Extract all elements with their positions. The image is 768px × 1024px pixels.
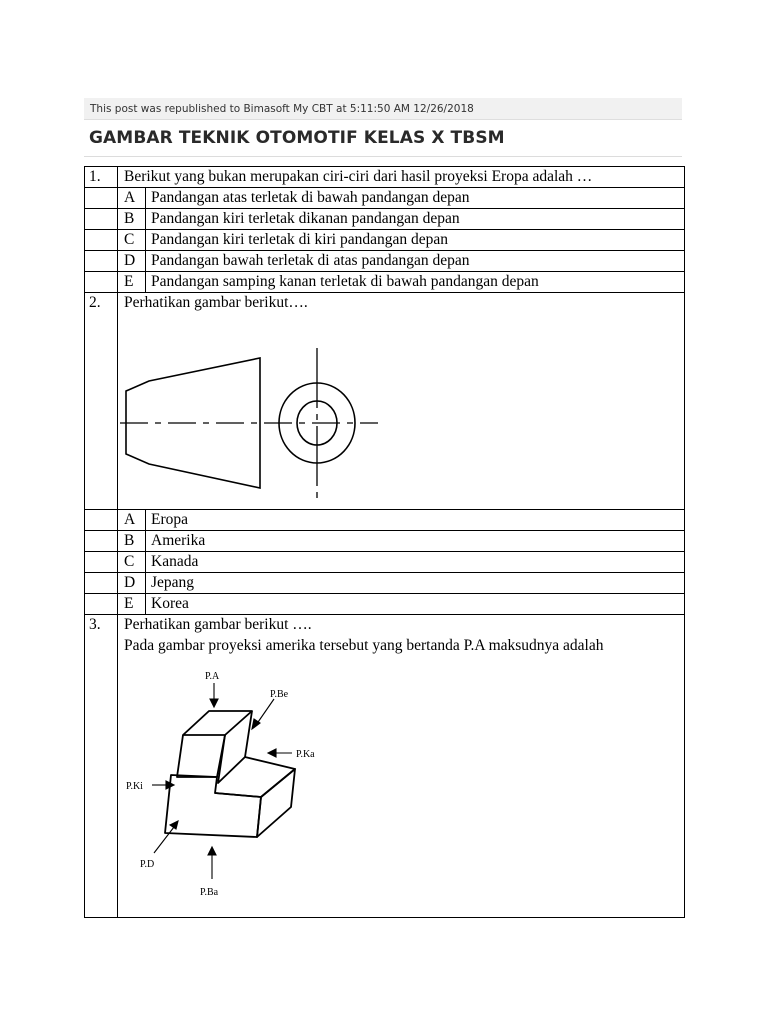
option-row bbox=[85, 594, 685, 615]
empty-cell bbox=[85, 230, 118, 251]
isometric-figure bbox=[124, 657, 674, 915]
upper-front-face bbox=[177, 735, 225, 777]
option-letter: A bbox=[118, 510, 146, 531]
option-row bbox=[85, 510, 685, 531]
question-row bbox=[85, 167, 685, 188]
arrow-pa-icon bbox=[210, 699, 218, 707]
empty-cell bbox=[85, 209, 118, 230]
option-letter: A bbox=[118, 188, 146, 209]
option-letter: E bbox=[118, 594, 146, 615]
arrow-pba-icon bbox=[208, 847, 216, 855]
option-row bbox=[85, 573, 685, 594]
question-number: 3. bbox=[85, 615, 118, 918]
question-cell bbox=[118, 615, 685, 918]
question-row bbox=[85, 615, 685, 918]
projection-figure bbox=[118, 313, 678, 509]
option-letter: B bbox=[118, 531, 146, 552]
lower-top-face bbox=[215, 757, 295, 797]
upper-top-face bbox=[183, 711, 252, 735]
arrow-pka-icon bbox=[268, 749, 276, 757]
option-row bbox=[85, 251, 685, 272]
option-text: Pandangan bawah terletak di atas pandangan depan bbox=[146, 251, 685, 272]
republish-banner bbox=[84, 98, 682, 120]
empty-cell bbox=[85, 188, 118, 209]
question-stem: Berikut yang bukan merupakan ciri-ciri dari hasil proyeksi Eropa adalah … bbox=[118, 167, 685, 188]
option-letter: D bbox=[118, 251, 146, 272]
label-pa: P.A bbox=[205, 671, 220, 682]
option-text: Eropa bbox=[146, 510, 685, 531]
option-row bbox=[85, 230, 685, 251]
question-row bbox=[85, 293, 685, 314]
empty-cell bbox=[85, 251, 118, 272]
empty-cell bbox=[85, 272, 118, 293]
arrow-pd-icon bbox=[170, 821, 178, 829]
option-text: Amerika bbox=[146, 531, 685, 552]
republish-text: This post was republished to Bimasoft My CBT at 5:11:50 AM 12/26/2018 bbox=[90, 103, 474, 115]
title-divider bbox=[84, 156, 682, 157]
option-text: Jepang bbox=[146, 573, 685, 594]
question-table bbox=[84, 166, 685, 918]
label-pbe: P.Be bbox=[270, 689, 289, 700]
question-number: 2. bbox=[85, 293, 118, 510]
option-letter: E bbox=[118, 272, 146, 293]
option-text: Pandangan samping kanan terletak di bawah pandangan depan bbox=[146, 272, 685, 293]
question-stem: Perhatikan gambar berikut …. bbox=[124, 616, 312, 633]
label-pka: P.Ka bbox=[296, 749, 315, 760]
question-number: 1. bbox=[85, 167, 118, 188]
lower-front-face bbox=[165, 775, 261, 837]
option-text: Pandangan atas terletak di bawah pandangan depan bbox=[146, 188, 685, 209]
lower-right-face bbox=[257, 769, 295, 837]
empty-cell bbox=[85, 552, 118, 573]
option-text: Pandangan kiri terletak dikanan pandangan depan bbox=[146, 209, 685, 230]
label-pd: P.D bbox=[140, 859, 155, 870]
document-title: GAMBAR TEKNIK OTOMOTIF KELAS X TBSM bbox=[89, 128, 505, 148]
option-text: Kanada bbox=[146, 552, 685, 573]
upper-right-face bbox=[218, 711, 252, 783]
option-text: Korea bbox=[146, 594, 685, 615]
option-letter: C bbox=[118, 230, 146, 251]
option-letter: D bbox=[118, 573, 146, 594]
option-row bbox=[85, 552, 685, 573]
option-row bbox=[85, 209, 685, 230]
option-text: Pandangan kiri terletak di kiri pandangan depan bbox=[146, 230, 685, 251]
figure-row bbox=[85, 313, 685, 510]
empty-cell bbox=[85, 531, 118, 552]
option-letter: B bbox=[118, 209, 146, 230]
option-row bbox=[85, 531, 685, 552]
projection-figure-cell bbox=[118, 313, 685, 510]
label-pba: P.Ba bbox=[200, 887, 219, 898]
empty-cell bbox=[85, 573, 118, 594]
empty-cell bbox=[85, 510, 118, 531]
question-stem: Perhatikan gambar berikut…. bbox=[118, 293, 685, 314]
question-stem-line2: Pada gambar proyeksi amerika tersebut yang bertanda P.A maksudnya adalah bbox=[124, 637, 604, 654]
empty-cell bbox=[85, 594, 118, 615]
option-row bbox=[85, 188, 685, 209]
label-pki: P.Ki bbox=[126, 781, 143, 792]
option-row bbox=[85, 272, 685, 293]
option-letter: C bbox=[118, 552, 146, 573]
